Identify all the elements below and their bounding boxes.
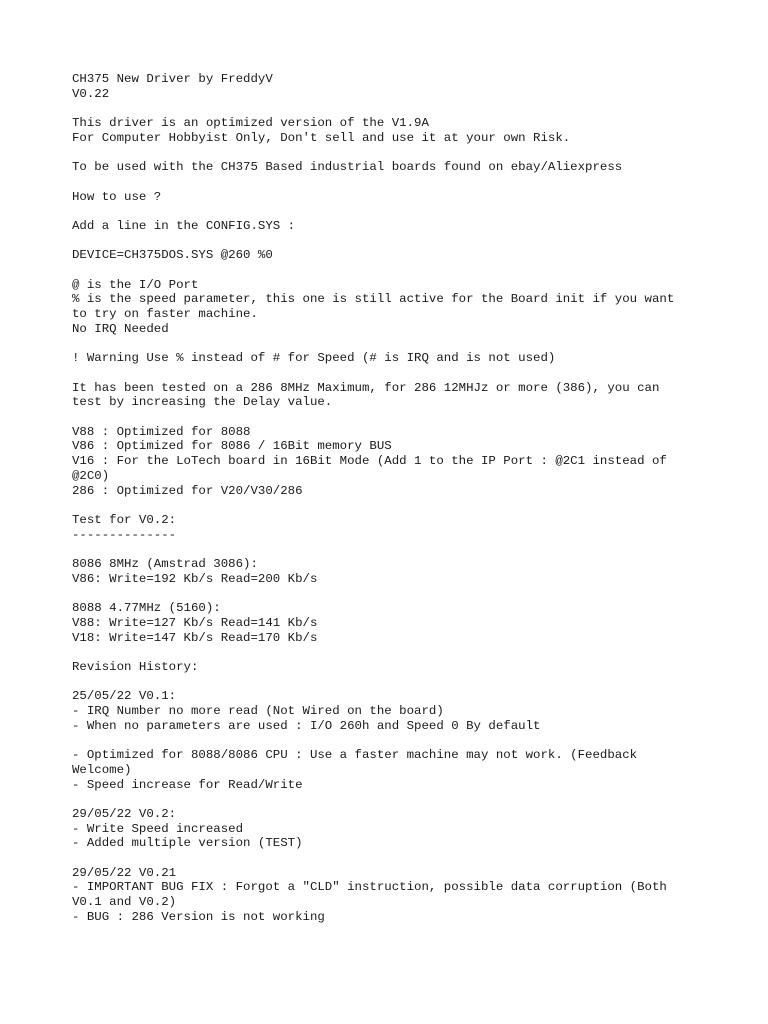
blank-line — [72, 792, 712, 807]
blank-line — [72, 851, 712, 866]
text-line: - Speed increase for Read/Write — [72, 777, 303, 792]
blank-line — [72, 645, 712, 660]
text-line: No IRQ Needed — [72, 321, 169, 336]
blank-line — [72, 675, 712, 690]
text-line: V16 : For the LoTech board in 16Bit Mode (Add 1 to the IP Port : @2C1 instead of — [72, 454, 667, 469]
text-line: DEVICE=CH375DOS.SYS @260 %0 — [72, 248, 273, 263]
text-line: - IRQ Number no more read (Not Wired on the board) — [72, 704, 444, 719]
text-line: -------------- — [72, 527, 177, 542]
document-page — [72, 72, 712, 925]
blank-line — [72, 204, 712, 219]
blank-line — [72, 146, 712, 161]
blank-line — [72, 175, 712, 190]
text-line: - Optimized for 8088/8086 CPU : Use a faster machine may not work. (Feedback — [72, 748, 638, 763]
text-line: How to use ? — [72, 189, 162, 204]
text-line: Add a line in the CONFIG.SYS : — [72, 218, 296, 233]
text-line: - Added multiple version (TEST) — [72, 836, 303, 851]
text-line: test by increasing the Delay value. — [72, 395, 333, 410]
blank-line — [72, 498, 712, 513]
text-line: V0.22 — [72, 86, 110, 101]
text-line: V88: Write=127 Kb/s Read=141 Kb/s — [72, 615, 318, 630]
blank-line — [72, 410, 712, 425]
text-line: V0.1 and V0.2) — [72, 895, 177, 910]
text-line: @ is the I/O Port — [72, 277, 199, 292]
text-line: This driver is an optimized version of the V1.9A — [72, 116, 429, 131]
text-line: - Write Speed increased — [72, 821, 244, 836]
blank-line — [72, 234, 712, 249]
text-line: to try on faster machine. — [72, 307, 258, 322]
text-line: V86: Write=192 Kb/s Read=200 Kb/s — [72, 571, 318, 586]
text-line: ! Warning Use % instead of # for Speed (# is IRQ and is not used) — [72, 351, 556, 366]
text-line: 286 : Optimized for V20/V30/286 — [72, 483, 303, 498]
text-line: 29/05/22 V0.21 — [72, 865, 177, 880]
text-line: CH375 New Driver by FreddyV — [72, 72, 273, 86]
text-line: To be used with the CH375 Based industrial boards found on ebay/Aliexpress — [72, 160, 623, 175]
text-line: Welcome) — [72, 762, 132, 777]
text-line: 29/05/22 V0.2: — [72, 806, 177, 821]
text-line: V88 : Optimized for 8088 — [72, 424, 251, 439]
text-line: % is the speed parameter, this one is still active for the Board init if you want — [72, 292, 675, 307]
text-line: Revision History: — [72, 659, 199, 674]
text-line: V86 : Optimized for 8086 / 16Bit memory BUS — [72, 439, 392, 454]
text-line: 25/05/22 V0.1: — [72, 689, 177, 704]
text-line: @2C0) — [72, 468, 110, 483]
text-line: It has been tested on a 286 8MHz Maximum, for 286 12MHJz or more (386), you can — [72, 380, 660, 395]
blank-line — [72, 101, 712, 116]
blank-line — [72, 586, 712, 601]
blank-line — [72, 263, 712, 278]
text-line: For Computer Hobbyist Only, Don't sell and use it at your own Risk. — [72, 130, 571, 145]
text-line: - IMPORTANT BUG FIX : Forgot a "CLD" instruction, possible data corruption (Both — [72, 880, 667, 895]
blank-line — [72, 542, 712, 557]
text-line: V18: Write=147 Kb/s Read=170 Kb/s — [72, 630, 318, 645]
text-line: - When no parameters are used : I/O 260h and Speed 0 By default — [72, 718, 541, 733]
blank-line — [72, 337, 712, 352]
text-line: - BUG : 286 Version is not working — [72, 909, 325, 924]
text-line: Test for V0.2: — [72, 512, 177, 527]
text-line: 8086 8MHz (Amstrad 3086): — [72, 557, 258, 572]
blank-line — [72, 366, 712, 381]
blank-line — [72, 733, 712, 748]
text-line: 8088 4.77MHz (5160): — [72, 601, 221, 616]
